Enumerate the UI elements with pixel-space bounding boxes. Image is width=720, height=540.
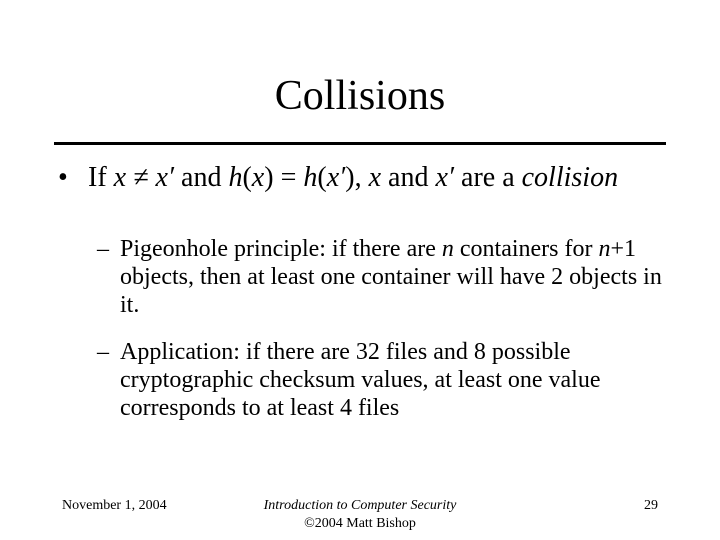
sub-text-part: containers for — [459, 236, 593, 262]
sub-bullet-dash: – — [97, 236, 109, 262]
var-n: n — [441, 236, 454, 262]
var-x: x — [368, 162, 382, 193]
word-if: If — [88, 162, 107, 193]
term-collision: collision — [521, 162, 619, 193]
main-bullet-text — [88, 161, 658, 195]
course-title: Introduction to Computer Security — [263, 498, 457, 513]
sub-text-part: Pigeonhole principle: if there are — [120, 236, 436, 262]
slide-title: Collisions — [274, 73, 446, 119]
var-x: x — [113, 162, 127, 193]
copyright: ©2004 Matt Bishop — [304, 516, 416, 531]
var-n: n — [598, 236, 611, 262]
page-number: 29 — [644, 498, 658, 513]
paren-open: ( — [242, 162, 252, 193]
paren-close: ), — [345, 162, 362, 193]
word-and: and — [181, 162, 222, 193]
footer-date: November 1, 2004 — [62, 498, 167, 513]
func-h: h — [303, 162, 318, 193]
var-x: x — [251, 162, 265, 193]
var-x-prime: x′ — [435, 162, 455, 193]
footer-course — [200, 497, 520, 533]
equals-sign: = — [280, 162, 297, 193]
sub-bullet-text: Application: if there are 32 files and 8 possible cryptographic checksum values, at least one value corresponds to at least 4 files — [120, 339, 601, 421]
var-x-prime: x′ — [155, 162, 175, 193]
not-equal-sign: ≠ — [133, 162, 149, 193]
paren-close: ) — [264, 162, 274, 193]
var-x-prime: x′ — [326, 162, 346, 193]
title-divider — [54, 142, 666, 145]
sub-bullet-dash: – — [97, 339, 109, 365]
sub-bullet-text — [120, 235, 675, 319]
bullet-marker: • — [58, 162, 68, 193]
word-and: and — [388, 162, 429, 193]
words-are-a: are a — [461, 162, 515, 193]
func-h: h — [228, 162, 243, 193]
paren-open: ( — [317, 162, 327, 193]
sub-text-part: +1 objects, then at least one container will have 2 objects in it. — [120, 236, 662, 318]
